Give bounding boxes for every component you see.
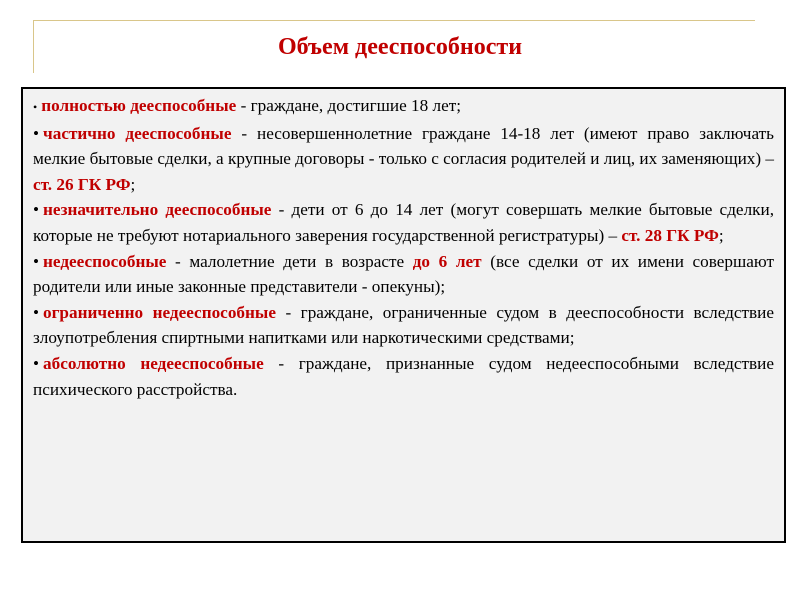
bullet-icon: • <box>33 302 40 322</box>
capacity-term: частично дееспособные <box>43 123 232 143</box>
item-text: (все сделки от их имени совершают родители или иные законные представители - опекуны); <box>33 251 774 297</box>
bullet-icon: • <box>33 100 38 114</box>
capacity-list <box>33 93 774 402</box>
bullet-icon: • <box>33 353 40 373</box>
list-item <box>33 93 774 121</box>
item-text: ; <box>718 225 724 245</box>
bullet-icon: • <box>33 200 40 220</box>
item-text: - дети от 6 до 14 лет (могут совершать мелкие бытовые сделки, которые не требуют нотариального заверения государственной регистратуры) – <box>33 200 774 245</box>
capacity-term: ограниченно недееспособные <box>43 302 276 322</box>
item-text: - граждане, достигшие 18 лет; <box>236 96 462 115</box>
item-text: - малолетние дети в возрасте <box>166 251 413 271</box>
legal-reference: ст. 26 ГК РФ <box>33 174 131 194</box>
content-box <box>21 87 786 543</box>
list-item <box>33 351 774 402</box>
list-item <box>33 300 774 351</box>
decorative-top-line <box>33 20 755 21</box>
item-text: - граждане, признанные судом недееспособными вследствие психического расстройства. <box>33 353 774 399</box>
list-item <box>33 121 774 198</box>
legal-reference: до 6 лет <box>412 251 482 271</box>
item-text: ; <box>130 174 136 194</box>
bullet-icon: • <box>33 251 40 271</box>
capacity-term: абсолютно недееспособные <box>43 353 264 373</box>
item-text: - граждане, ограниченные судом в дееспособности вследствие злоупотребления спиртными напитками или наркотическими средствами; <box>33 302 774 348</box>
list-item <box>33 197 774 248</box>
item-text: - несовершеннолетние граждане 14-18 лет (имеют право заключать мелкие бытовые сделки, а крупные договоры - только с согласия родителей и лиц, их заменяющих) – <box>33 123 774 169</box>
legal-reference: ст. 28 ГК РФ <box>621 225 719 245</box>
list-item <box>33 249 774 300</box>
capacity-term: незначительно дееспособные <box>43 200 272 220</box>
bullet-icon: • <box>33 123 40 143</box>
capacity-term: недееспособные <box>43 251 167 271</box>
capacity-term: полностью дееспособные <box>41 96 237 115</box>
slide-title: Объем дееспособности <box>277 34 523 60</box>
